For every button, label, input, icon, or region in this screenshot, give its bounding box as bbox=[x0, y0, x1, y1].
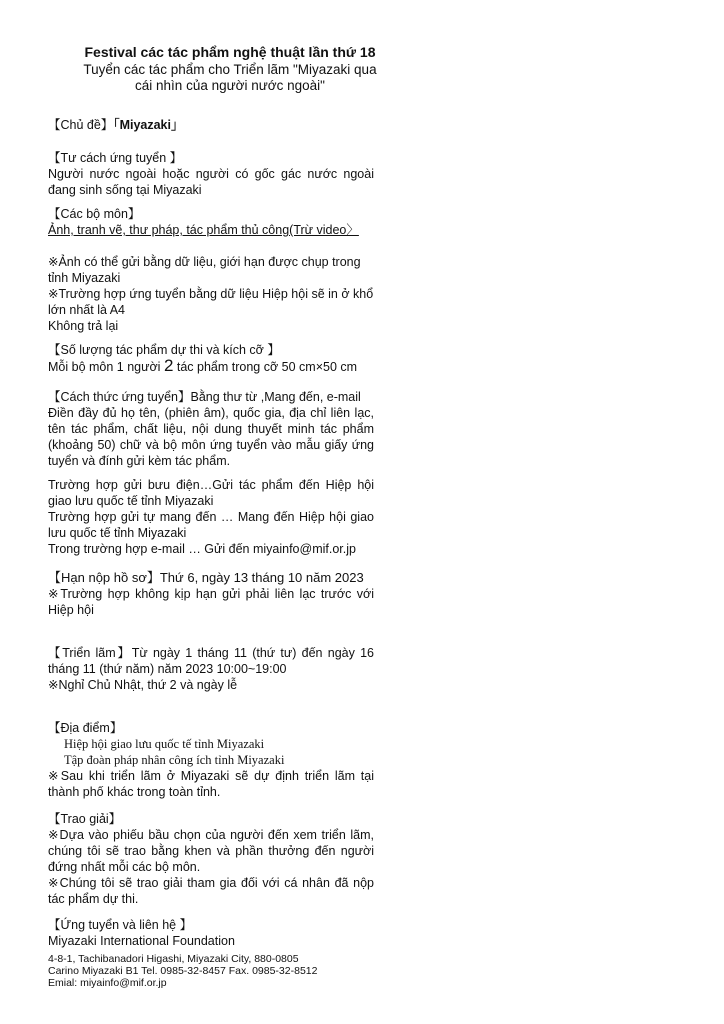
note-data-photo: ※Ảnh có thể gửi bằng dữ liệu, giới hạn được chụp trong tỉnh Miyazaki bbox=[48, 255, 361, 285]
method-intro: Bằng thư từ ,Mang đến, e-mail bbox=[190, 390, 361, 404]
contact-section bbox=[48, 917, 374, 949]
quantity-text bbox=[48, 358, 374, 375]
categories-heading: 【Các bộ môn】 bbox=[48, 207, 141, 221]
quantity-section bbox=[48, 342, 374, 375]
delivery-section bbox=[48, 477, 374, 557]
deadline-heading: 【Hạn nộp hồ sơ】 bbox=[48, 570, 160, 585]
exhibition-title bbox=[40, 62, 420, 94]
categories-text: Ảnh, tranh vẽ, thư pháp, tác phẩm thủ công(Trừ video〉 bbox=[48, 223, 359, 237]
quantity-before: Mỗi bộ môn 1 người bbox=[48, 360, 164, 374]
delivery-email: Trong trường hợp e-mail … Gửi đến miyainfo@mif.or.jp bbox=[48, 542, 356, 556]
theme-value: 「Miyazaki」 bbox=[113, 118, 184, 132]
deadline-text: Thứ 6, ngày 13 tháng 10 năm 2023 bbox=[159, 570, 364, 585]
quantity-after: tác phẩm trong cỡ 50 cm×50 cm bbox=[173, 360, 358, 374]
method-heading: 【Cách thức ứng tuyển】 bbox=[48, 390, 191, 404]
delivery-post: Trường hợp gửi bưu điện…Gửi tác phẩm đến Hiệp hội giao lưu quốc tế tỉnh Miyazaki bbox=[48, 478, 374, 508]
contact-details bbox=[48, 953, 388, 989]
deadline-line bbox=[48, 570, 374, 586]
awards-note2: ※Chúng tôi sẽ trao giải tham gia đối với cá nhân đã nộp tác phẩm dự thi. bbox=[48, 876, 374, 906]
contact-address1: 4-8-1, Tachibanadori Higashi, Miyazaki City, 880-0805 bbox=[48, 953, 299, 965]
note-no-return: Không trả lại bbox=[48, 319, 119, 333]
festival-title: Festival các tác phẩm nghệ thuật lần thứ 18 bbox=[84, 44, 376, 60]
exhibition-title-line2: cái nhìn của người nước ngoài" bbox=[135, 78, 325, 93]
quantity-heading: 【Số lượng tác phẩm dự thi và kích cỡ 】 bbox=[48, 343, 280, 357]
exhibition-line bbox=[48, 645, 374, 677]
eligibility-section bbox=[48, 150, 374, 198]
exhibition-title-line1: Tuyển các tác phẩm cho Triển lãm "Miyazaki qua bbox=[83, 62, 377, 77]
venue-heading: 【Địa điểm】 bbox=[48, 721, 123, 735]
contact-org: Miyazaki International Foundation bbox=[48, 934, 235, 948]
method-section bbox=[48, 389, 374, 469]
exhibition-section bbox=[48, 645, 374, 693]
delivery-bring: Trường hợp gửi tự mang đến … Mang đến Hiệp hội giao lưu quốc tế tỉnh Miyazaki bbox=[48, 510, 374, 540]
method-intro-line bbox=[48, 389, 374, 405]
exhibition-text: Từ ngày 1 tháng 11 (thứ tư) đến ngày 16 tháng 11 (thứ năm) năm 2023 10:00~19:00 bbox=[48, 646, 374, 676]
theme-label: 【Chủ đề】 bbox=[48, 118, 114, 132]
contact-email: Emial: miyainfo@mif.or.jp bbox=[48, 977, 167, 989]
venue-section bbox=[48, 720, 374, 800]
eligibility-text: Người nước ngoài hoặc người có gốc gác nước ngoài đang sinh sống tại Miyazaki bbox=[48, 167, 374, 197]
exhibition-note: ※Nghỉ Chủ Nhật, thứ 2 và ngày lễ bbox=[48, 678, 238, 692]
deadline-section bbox=[48, 570, 374, 618]
notes-section bbox=[48, 254, 374, 334]
contact-address2: Carino Miyazaki B1 Tel. 0985-32-8457 Fax. 0985-32-8512 bbox=[48, 965, 318, 977]
categories-section bbox=[48, 206, 374, 238]
note-print-size: ※Trường hợp ứng tuyển bằng dữ liệu Hiệp hội sẽ in ở khổ lớn nhất là A4 bbox=[48, 287, 374, 317]
exhibition-heading: 【Triển lãm】 bbox=[48, 646, 132, 660]
awards-section bbox=[48, 811, 374, 907]
venue-line2: Tập đoàn pháp nhân công ích tỉnh Miyazaki bbox=[64, 753, 285, 767]
quantity-count: 2 bbox=[163, 356, 174, 375]
venue-note: ※Sau khi triển lãm ở Miyazaki sẽ dự định triển lãm tại thành phố khác trong toàn tỉnh. bbox=[48, 769, 374, 799]
method-text: Điền đầy đủ họ tên, (phiên âm), quốc gia, địa chỉ liên lạc, tên tác phẩm, chất liệu, nội dung thuyết minh tác phẩm (khoảng 50) chữ và bộ môn ứng tuyển vào mẫu giấy ứng tuyển và đính gửi kèm tác phẩm. bbox=[48, 406, 374, 468]
deadline-note: ※Trường hợp không kịp hạn gửi phải liên lạc trước với Hiệp hội bbox=[48, 587, 374, 617]
eligibility-heading: 【Tư cách ứng tuyển 】 bbox=[48, 151, 183, 165]
awards-note1: ※Dựa vào phiếu bầu chọn của người đến xem triển lãm, chúng tôi sẽ trao bằng khen và phần thưởng đến người đứng nhất mỗi các bộ môn. bbox=[48, 828, 374, 874]
venue-line1: Hiệp hội giao lưu quốc tế tỉnh Miyazaki bbox=[64, 737, 265, 751]
awards-heading: 【Trao giải】 bbox=[48, 812, 122, 826]
theme-section bbox=[48, 117, 374, 133]
contact-heading: 【Ứng tuyển và liên hệ 】 bbox=[48, 918, 193, 932]
